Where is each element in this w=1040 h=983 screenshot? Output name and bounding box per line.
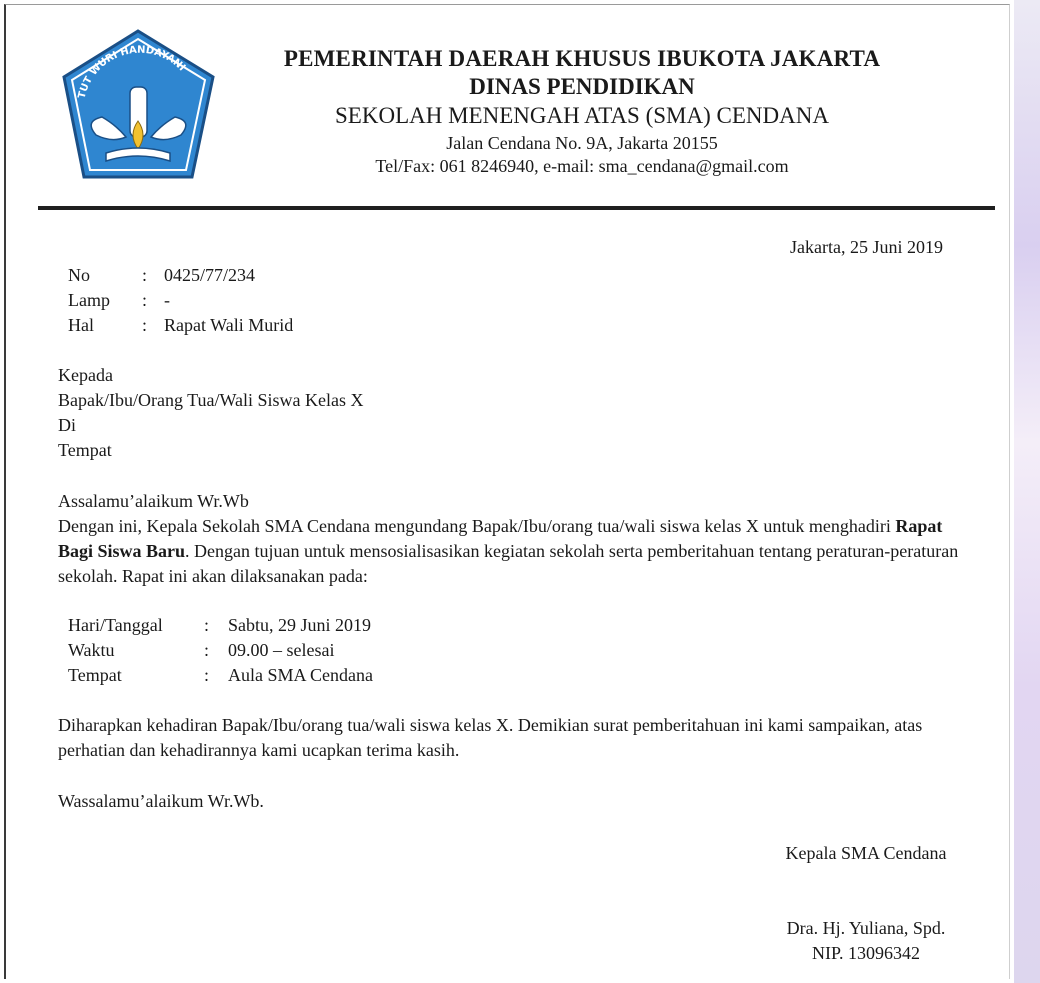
meta-colon: : bbox=[142, 315, 148, 335]
background-strip bbox=[1014, 0, 1040, 983]
detail-colon: : bbox=[204, 665, 210, 685]
intro-text-continued: . Dengan tujuan untuk mensosialisasikan kegiatan sekolah serta pemberitahuan tentang peraturan-peraturan sekolah. Rapat ini akan dilaksanakan pada: bbox=[58, 541, 959, 586]
detail-colon: : bbox=[204, 640, 210, 660]
recipient-line: Di bbox=[58, 415, 76, 435]
event-name: Rapat Bagi Siswa Baru bbox=[58, 516, 943, 561]
detail-value: 09.00 – selesai bbox=[228, 640, 335, 660]
detail-row-place bbox=[68, 663, 373, 688]
letterhead bbox=[242, 45, 922, 178]
signatory-name: Dra. Hj. Yuliana, Spd. bbox=[786, 918, 946, 938]
meta-label: No bbox=[68, 265, 90, 285]
detail-row-date bbox=[68, 613, 373, 638]
detail-label: Tempat bbox=[68, 665, 122, 685]
detail-value: Aula SMA Cendana bbox=[228, 665, 373, 685]
school-address: Jalan Cendana No. 9A, Jakarta 20155 bbox=[446, 132, 718, 153]
signature-space bbox=[746, 866, 986, 916]
meta-label: Lamp bbox=[68, 290, 110, 310]
letterhead-divider bbox=[38, 206, 995, 210]
signatory-title: Kepala SMA Cendana bbox=[785, 843, 947, 863]
recipient-line: Kepada bbox=[58, 365, 113, 385]
tut-wuri-handayani-logo bbox=[56, 25, 221, 190]
intro-paragraph bbox=[58, 514, 978, 589]
signatory-nip: NIP. 13096342 bbox=[811, 943, 920, 963]
signature-block bbox=[746, 841, 986, 966]
meta-row-number bbox=[68, 263, 293, 288]
meta-label: Hal bbox=[68, 315, 94, 335]
event-details bbox=[68, 613, 373, 688]
detail-row-time bbox=[68, 638, 373, 663]
letter-body bbox=[58, 489, 978, 589]
recipient-line: Bapak/Ibu/Orang Tua/Wali Siswa Kelas X bbox=[58, 390, 364, 410]
letter-date: Jakarta, 25 Juni 2019 bbox=[790, 237, 943, 257]
recipient-block bbox=[58, 363, 364, 463]
letter-meta bbox=[68, 263, 293, 338]
meta-value: Rapat Wali Murid bbox=[164, 315, 294, 335]
greeting: Assalamu’alaikum Wr.Wb bbox=[58, 491, 249, 511]
detail-value: Sabtu, 29 Juni 2019 bbox=[228, 615, 372, 635]
department-name: DINAS PENDIDIKAN bbox=[469, 73, 695, 99]
closing-text: Diharapkan kehadiran Bapak/Ibu/orang tua/wali siswa kelas X. Demikian surat pemberitahuan ini kami sampaikan, atas perhatian dan kehadirannya kami ucapkan terima kasih. bbox=[58, 715, 923, 760]
detail-label: Waktu bbox=[68, 640, 115, 660]
letter-page bbox=[4, 4, 1010, 979]
recipient-line: Tempat bbox=[58, 440, 112, 460]
meta-colon: : bbox=[142, 290, 148, 310]
school-contact: Tel/Fax: 061 8246940, e-mail: sma_cendana@gmail.com bbox=[375, 156, 789, 177]
detail-label: Hari/Tanggal bbox=[68, 615, 163, 635]
government-name: PEMERINTAH DAERAH KHUSUS IBUKOTA JAKARTA bbox=[283, 46, 881, 71]
closing-paragraph bbox=[58, 713, 978, 763]
intro-text: Dengan ini, Kepala Sekolah SMA Cendana mengundang Bapak/Ibu/orang tua/wali siswa kelas X untuk menghadiri bbox=[58, 516, 896, 536]
detail-colon: : bbox=[204, 615, 210, 635]
meta-row-attachment bbox=[68, 288, 293, 313]
closing-salutation: Wassalamu’alaikum Wr.Wb. bbox=[58, 791, 264, 811]
school-name: SEKOLAH MENENGAH ATAS (SMA) CENDANA bbox=[335, 103, 829, 129]
meta-value: - bbox=[164, 290, 170, 310]
meta-row-subject bbox=[68, 313, 293, 338]
logo-motto: TUT WURI HANDAYANI bbox=[76, 44, 188, 100]
meta-value: 0425/77/234 bbox=[164, 265, 256, 285]
meta-colon: : bbox=[142, 265, 148, 285]
